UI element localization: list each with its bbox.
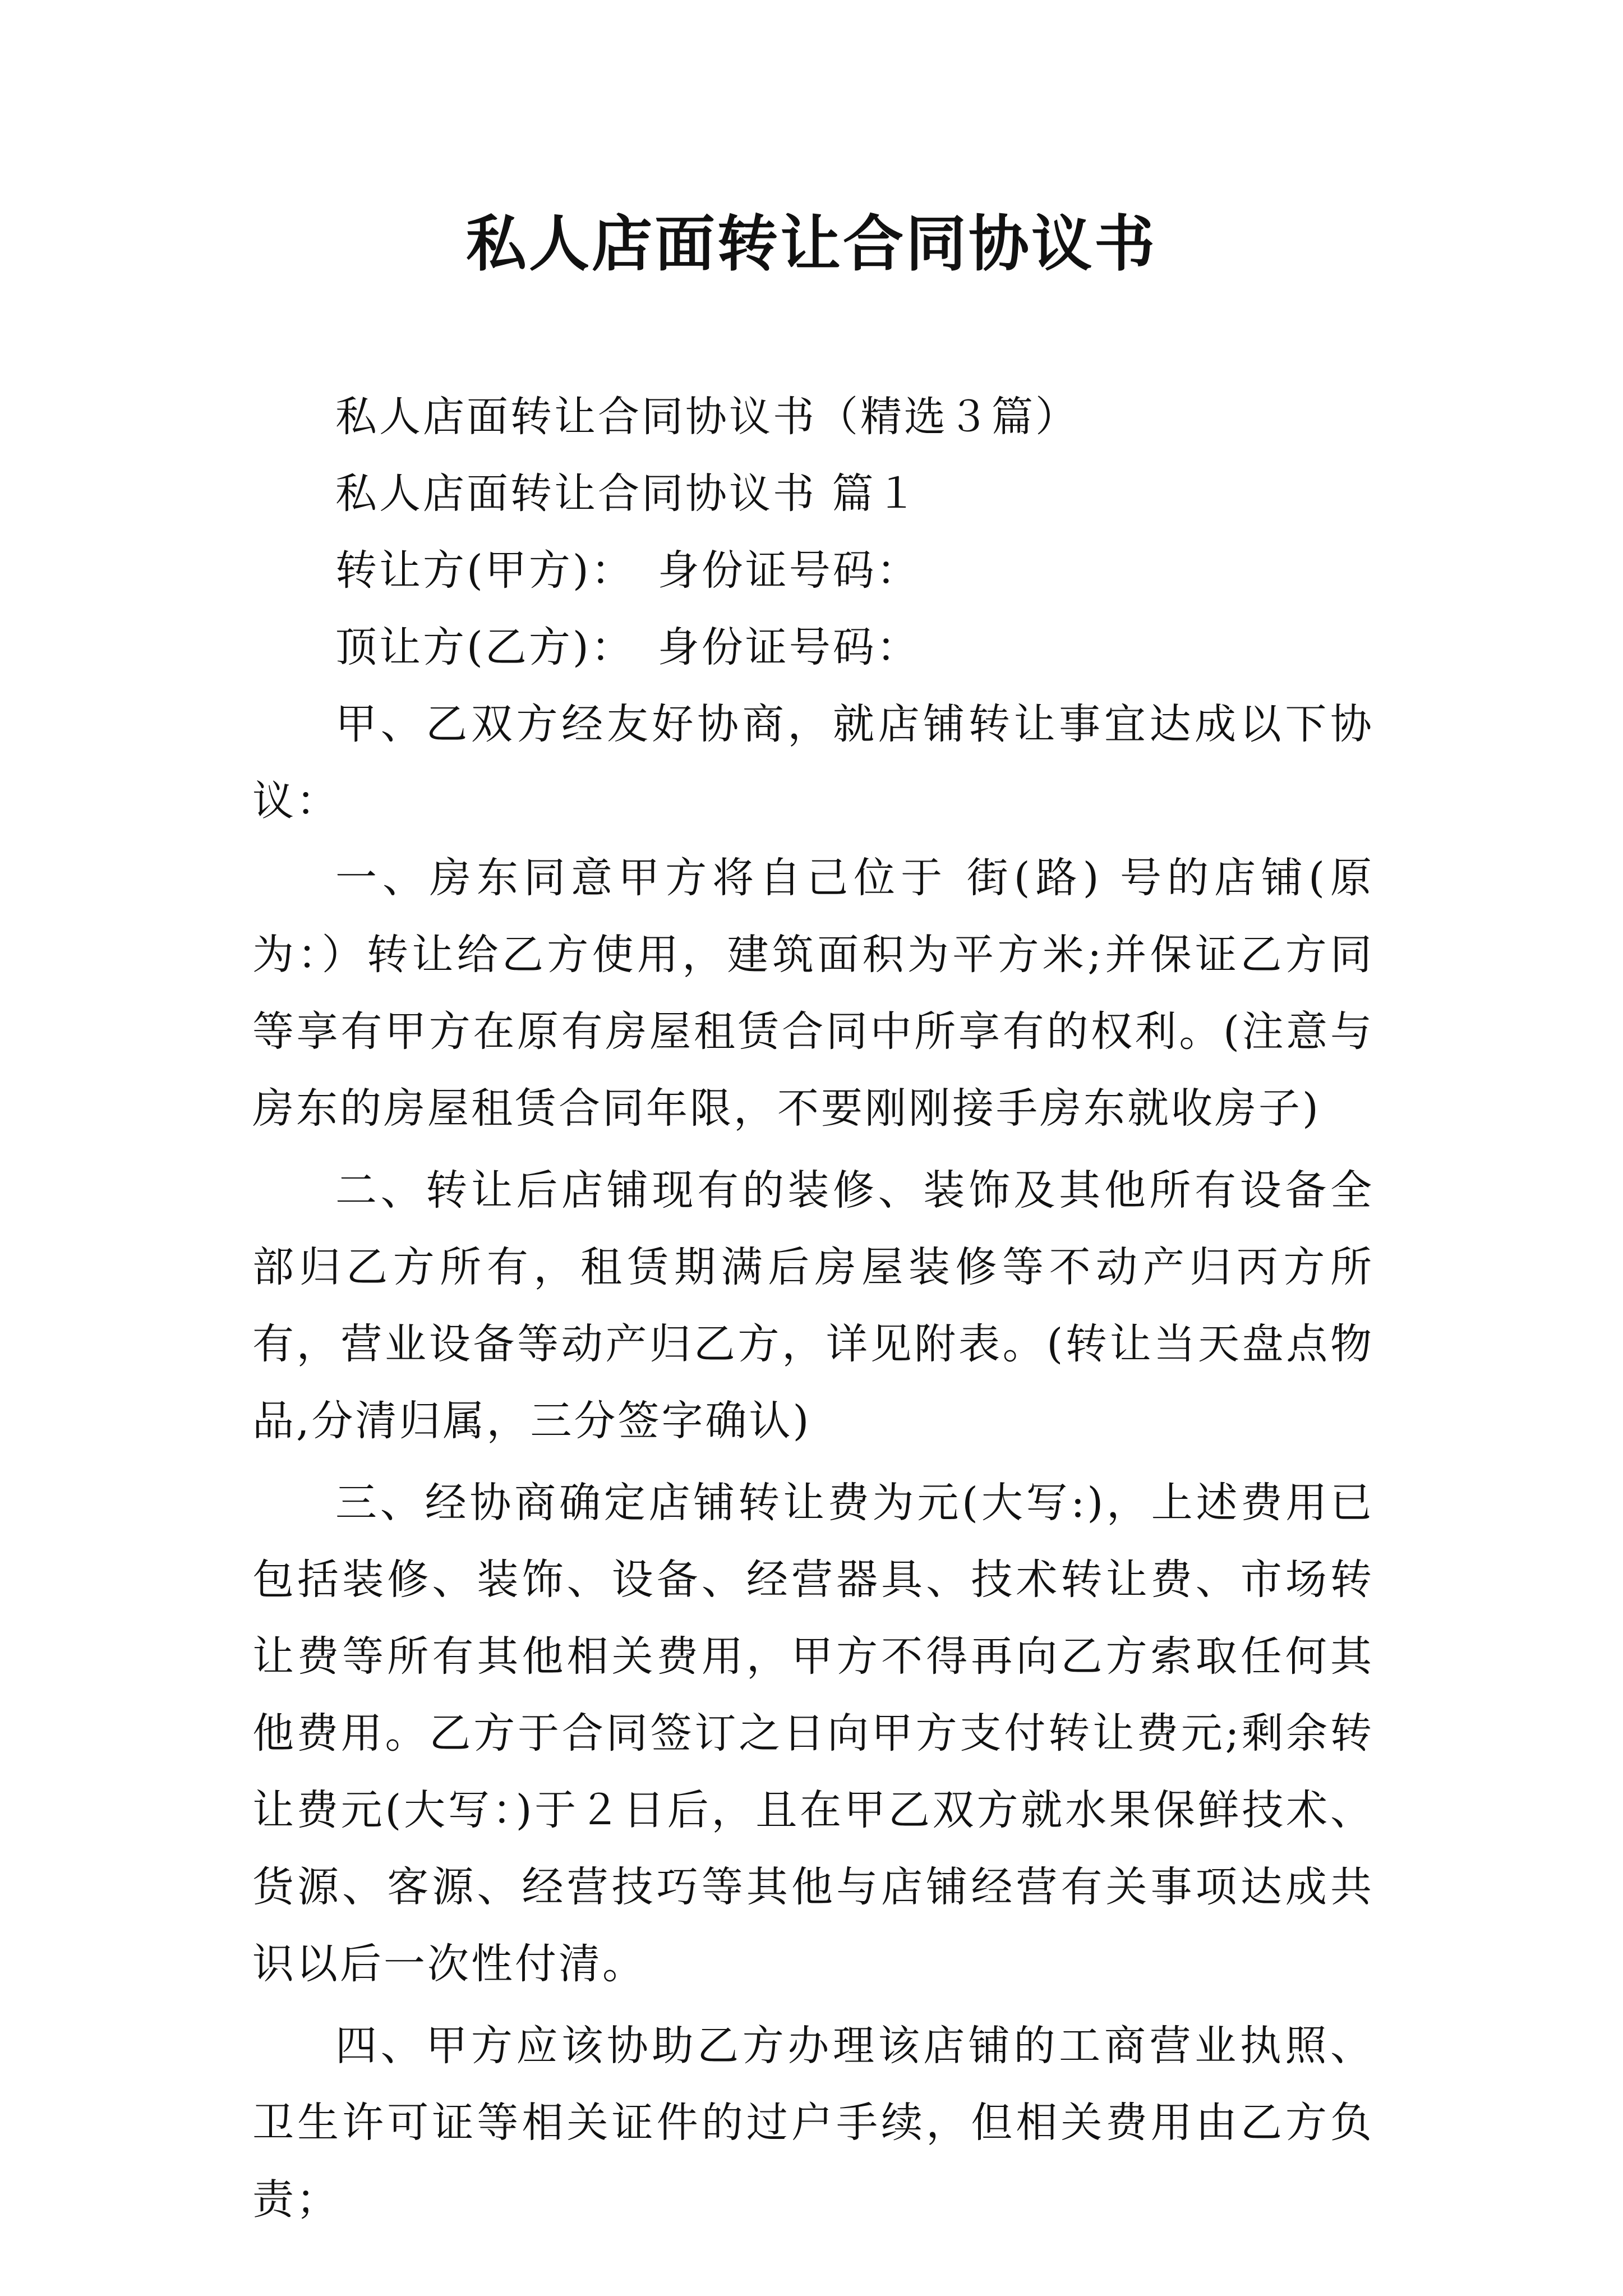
document-body bbox=[252, 379, 1374, 2238]
paragraph-clause-3: 三、经协商确定店铺转让费为元(大写:)，上述费用已包括装修、装饰、设备、经营器具、技术转让费、市场转让费等所有其他相关费用，甲方不得再向乙方索取任何其他费用。乙方于合同签订之日向甲方支付转让费元;剩余转让费元(大写：)于２日后，且在甲乙双方就水果保鲜技术、货源、客源、经营技巧等其他与店铺经营有关事项达成共识以后一次性付清。 bbox=[252, 1479, 1374, 1988]
paragraph-transferor: 转让方(甲方)： 身份证号码： bbox=[335, 546, 920, 595]
document-title: 私人店面转让合同协议书 bbox=[465, 209, 1157, 279]
paragraph-clause-2: 二、转让后店铺现有的装修、装饰及其他所有设备全部归乙方所有，租赁期满后房屋装修等不动产归丙方所有，营业设备等动产归乙方，详见附表。(转让当天盘点物品,分清归属，三分签字确认) bbox=[252, 1166, 1374, 1445]
paragraph-clause-1: 一、房东同意甲方将自己位于 街(路) 号的店铺(原为：）转让给乙方使用，建筑面积为平方米;并保证乙方同等享有甲方在原有房屋租赁合同中所享有的权利。(注意与房东的房屋租赁合同年限，不要刚刚接手房东就收房子) bbox=[252, 854, 1374, 1133]
paragraph-subtitle: 私人店面转让合同协议书（精选３篇） bbox=[335, 393, 1079, 441]
paragraph-intro: 甲、乙双方经友好协商，就店铺转让事宜达成以下协议： bbox=[252, 700, 1374, 825]
paragraph-clause-4: 四、甲方应该协助乙方办理该店铺的工商营业执照、卫生许可证等相关证件的过户手续，但相关费用由乙方负责； bbox=[252, 2022, 1374, 2224]
paragraph-section-heading: 私人店面转让合同协议书 篇１ bbox=[335, 470, 920, 518]
paragraph-transferee: 顶让方(乙方)： 身份证号码： bbox=[335, 623, 920, 671]
